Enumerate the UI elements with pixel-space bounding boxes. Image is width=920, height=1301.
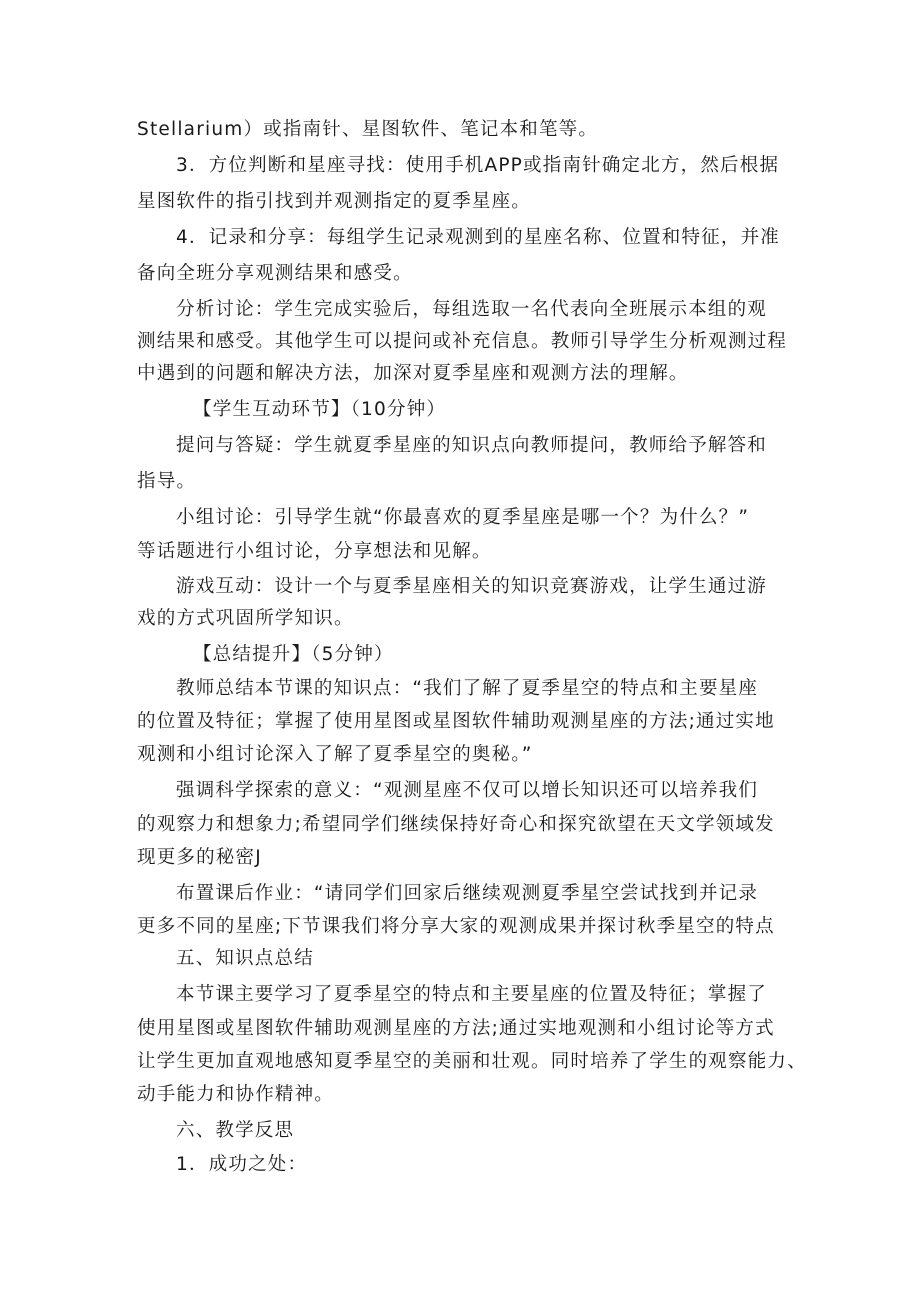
text-line-5: 备向全班分享观测结果和感受。	[137, 263, 413, 284]
text-line-2: 3．方位判断和星座寻找：使用手机APP或指南针确定北方，然后根据	[176, 155, 780, 176]
text-line-27: 使用星图或星图软件辅助观测星座的方法;通过实地观测和小组讨论等方式	[137, 1018, 775, 1039]
text-line-10: 提问与答疑：学生就夏季星座的知识点向教师提问，教师给予解答和	[176, 435, 768, 456]
section-heading-interaction: 【学生互动环节】（10分钟）	[193, 399, 447, 420]
text-line-4: 4．记录和分享：每组学生记录观测到的星座名称、位置和特征，并准	[176, 227, 780, 248]
section-heading-summary: 【总结提升】（5分钟）	[193, 644, 394, 665]
text-line-12: 小组讨论：引导学生就“你最喜欢的夏季星座是哪一个？为什么？”	[176, 507, 750, 528]
text-line-8: 中遇到的问题和解决方法，加深对夏季星座和观测方法的理解。	[137, 363, 689, 384]
text-line-31: 1．成功之处：	[176, 1154, 308, 1175]
text-line-11: 指导。	[137, 471, 197, 492]
text-line-23: 布置课后作业：“请同学们回家后继续观测夏季星空尝试找到并记录	[176, 883, 759, 904]
text-line-29: 动手能力和协作精神。	[137, 1084, 335, 1105]
text-line-17: 教师总结本节课的知识点：“我们了解了夏季星空的特点和主要星座	[176, 678, 759, 699]
text-line-1: Stellarium）或指南针、星图软件、笔记本和笔等。	[137, 119, 599, 140]
section-heading-knowledge-summary: 五、知识点总结	[176, 948, 314, 969]
text-line-15: 戏的方式巩固所学知识。	[137, 608, 354, 629]
text-line-18: 的位置及特征；掌握了使用星图或星图软件辅助观测星座的方法;通过实地	[137, 711, 775, 732]
text-line-26: 本节课主要学习了夏季星空的特点和主要星座的位置及特征；掌握了	[176, 984, 768, 1005]
text-line-28: 让学生更加直观地感知夏季星空的美丽和壮观。同时培养了学生的观察能力、	[137, 1051, 807, 1072]
text-line-20: 强调科学探索的意义：“观测星座不仅可以增长知识还可以培养我们	[176, 780, 759, 801]
text-line-22: 现更多的秘密J	[137, 847, 262, 868]
text-line-13: 等话题进行小组讨论，分享想法和见解。	[137, 541, 492, 562]
text-line-3: 星图软件的指引找到并观测指定的夏季星座。	[137, 191, 532, 212]
text-line-14: 游戏互动：设计一个与夏季星座相关的知识竞赛游戏，让学生通过游	[176, 576, 768, 597]
section-heading-reflection: 六、教学反思	[176, 1120, 295, 1141]
text-line-7: 测结果和感受。其他学生可以提问或补充信息。教师引导学生分析观测过程	[137, 331, 788, 352]
text-line-6: 分析讨论：学生完成实验后，每组选取一名代表向全班展示本组的观	[176, 299, 768, 320]
text-line-24: 更多不同的星座;下节课我们将分享大家的观测成果并探讨秋季星空的特点	[137, 916, 775, 937]
text-line-19: 观测和小组讨论深入了解了夏季星空的奥秘。”	[137, 744, 533, 765]
text-line-21: 的观察力和想象力;希望同学们继续保持好奇心和探究欲望在天文学领域发	[137, 814, 775, 835]
